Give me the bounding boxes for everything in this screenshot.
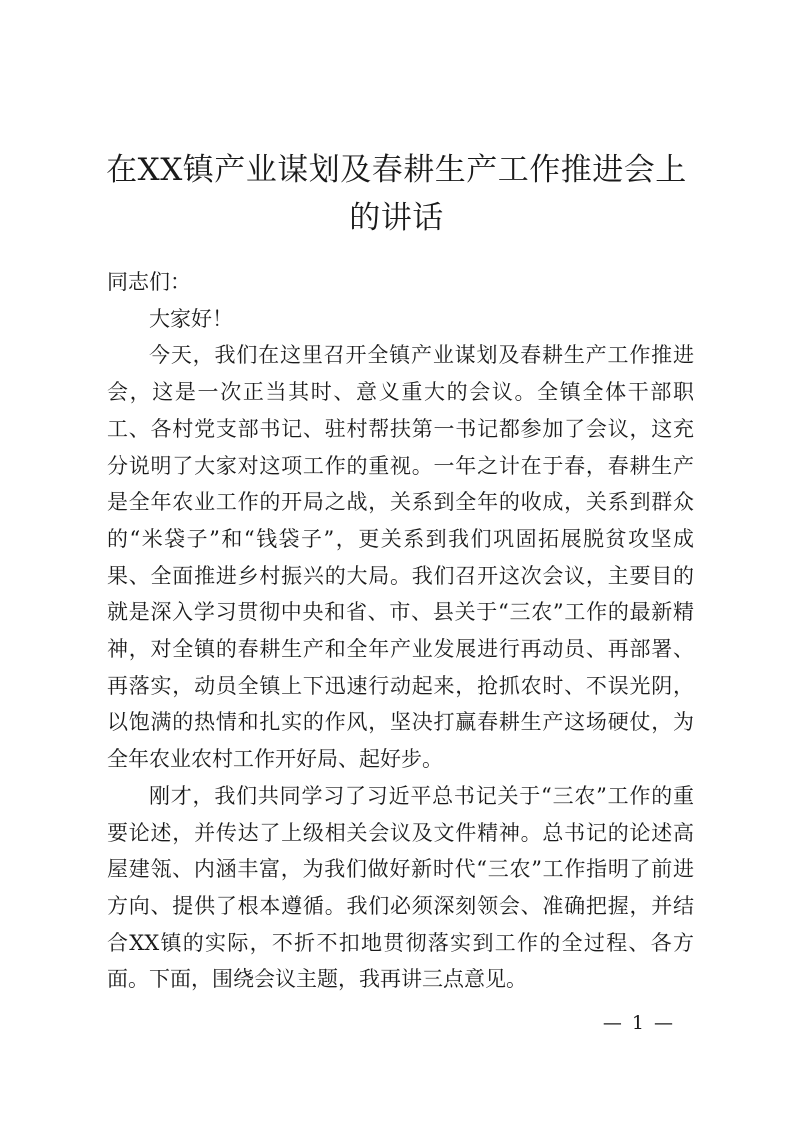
greeting: 大家好！ [149,306,233,331]
paragraph-opening: 今天，我们在这里召开全镇产业谋划及春耕生产工作推进会，这是一次正当其时、意义重大的会议。全镇全体干部职工、各村党支部书记、驻村帮扶第一书记都参加了会议，这充分说明了大家对这项工作的重视。一年之计在于春，春耕生产是全年农业工作的开局之战，关系到全年的收成，关系到群众的“米袋子”和“钱袋子”，更关系到我们巩固拓展脱贫攻坚成果、全面推进乡村振兴的大局。我们召开这次会议，主要目的就是深入学习贯彻中央和省、市、县关于“三农”工作的最新精神，对全镇的春耕生产和全年产业发展进行再动员、再部署、再落实，动员全镇上下迅速行动起来，抢抓农时、不误光阴，以饱满的热情和扎实的作风，坚决打赢春耕生产这场硬仗，为全年农业农村工作开好局、起好步。 [107,343,694,772]
page-number: — 1 — [602,1012,675,1034]
paragraph-study: 刚才，我们共同学习了习近平总书记关于“三农”工作的重要论述，并传达了上级相关会议及文件精神。总书记的论述高屋建瓴、内涵丰富，为我们做好新时代“三农”工作指明了前进方向、提供了根本遵循。我们必须深刻领会、准确把握，并结合XX镇的实际，不折不扣地贯彻落实到工作的全过程、各方面。下面，围绕会议主题，我再讲三点意见。 [107,783,694,992]
speech-body [107,264,694,998]
page-title: 在XX镇产业谋划及春耕生产工作推进会上的讲话 [106,152,687,236]
salutation: 同志们： [107,270,191,294]
